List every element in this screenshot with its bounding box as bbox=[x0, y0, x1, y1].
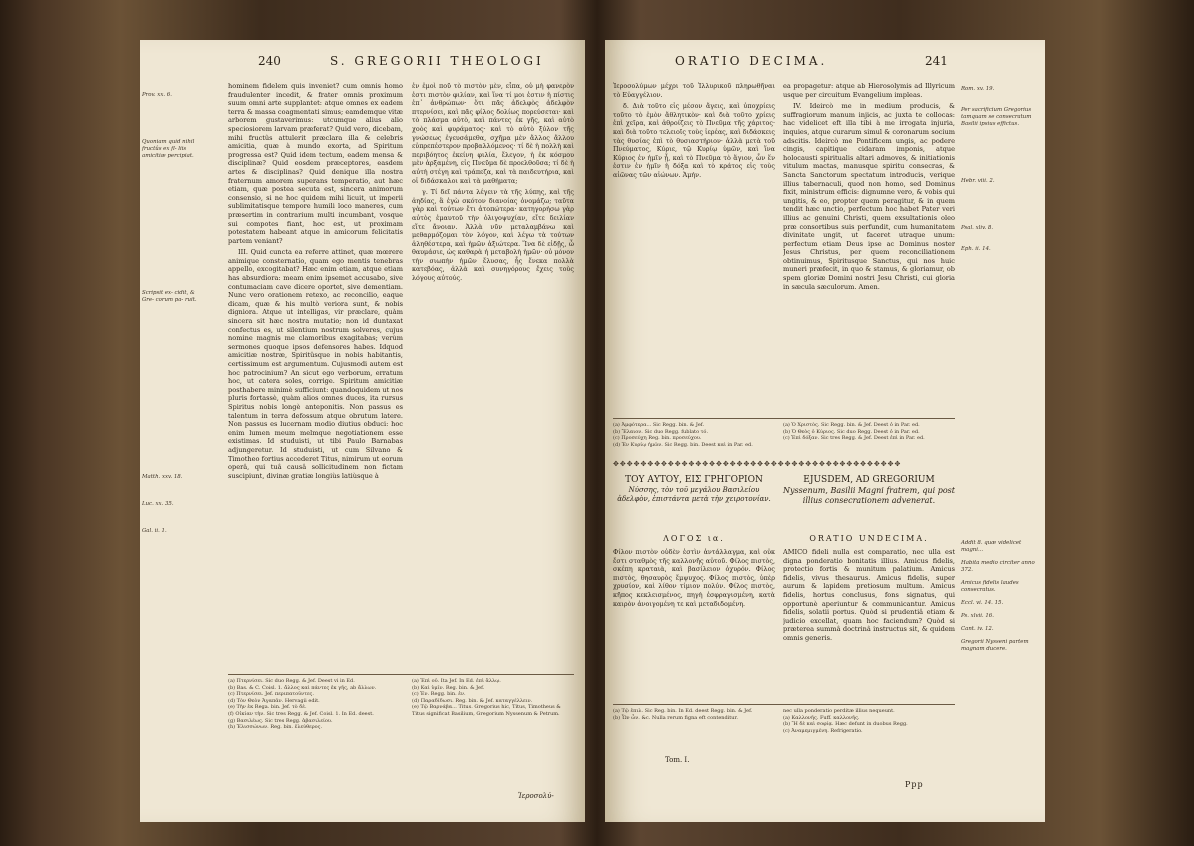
paragraph: IV. Ideircò me in medium producis, & suffragiorum manum injicis, ac juxta te collocas: hac videlicet eft illa tibi à me irrogata injuria, inquies, atque curarum simul & coronarum socium adscitis. Ideircò me Pontificem ungis, ac podere cingis, capitique cidaram imponis, atque holocausti spiritualis altari admoves, & initiationis vitulum mactas, manusque spiritu consecras, & Sancta Sanctorum spectatum introducis, verique illius tabernaculi, quod non homo, sed Dominus fixit, ministrum efficis: dignumne vero, & vobis qui ungitis, & eo, propter quem peragitur, & in quem tendit hæc unctio, perfectum hoc habet Pater veri illius ac genuini Christi, quem exsultationis oleo præ consortibus suis perfundit, cum humanitatem divinitate ungit, ut faceret utraque unum: perfectum etiam Deus ipse ac Dominus noster Jesus Christus, per quem reconciliationem obtinuimus, Spiritusque Sanctus, qui nos huic muneri præfecit, in quo & stamus, & gloriamur, ob spem gloriæ Domini nostri Jesu Christi, cui gloria in sæcula sæculorum. Amen. bbox=[783, 102, 955, 291]
margin-notes-right-bottom: Addit 8. quæ videlicet magni... Habita medio circiter anno 372. Amicus fidelis laudes consecratus. Eccl. vi. 14. 15. Ps. xlvii. 16. Cant. iv. 12. Gregorii Nysseni partem magnam ducere. bbox=[961, 540, 1035, 652]
paragraph: δ. Διὰ τοῦτο εἰς μέσον ἄγεις, καὶ ὑποχρίεις τοῦτο τὸ ἐμὸν ἄθλητικὸν· καὶ διὰ τοῦτο χρίεις ἐπὶ χεῖρα, καὶ ἀθροίζεις τὸ Πνεῦμα τῆς χάριτος· καὶ διὰ τοῦτο τελειοῖς τοὺς ἱερέας, καὶ διδάσκεις τὰς θυσίας ἐπὶ τὸ θυσιαστήριον· ἀλλὰ μετὰ τοῦ Πνεύματος, Κύριε, τῷ Κυρίῳ ὑμῶν, καὶ ἵνα Κύριος ἐν ἡμῖν ᾖ, καὶ τὸ Πνεῦμα τὸ ἅγιον, ὧν ἕν ἐστιν ἐν ἡμῖν ἡ δόξα καὶ τὸ κράτος εἰς τοὺς αἰῶνας τῶν αἰώνων. Ἀμήν. bbox=[613, 102, 775, 179]
latin-column bbox=[228, 82, 403, 670]
ornament-band: ✥✥✥✥✥✥✥✥✥✥✥✥✥✥✥✥✥✥✥✥✥✥✥✥✥✥✥✥✥✥✥✥✥✥✥✥✥✥✥✥✥✥ bbox=[613, 460, 902, 468]
paragraph: Φίλον πιστὸν οὐδὲν ἐστὶν ἀντάλλαγμα, καὶ οὐκ ἔστι σταθμὸς τῆς καλλονῆς αὐτοῦ. Φίλος πιστὸς, σκέπη κραταιὰ, καὶ βασίλειον ὀχυρόν. Φίλος πιστὸς, θησαυρὸς ἔμψυχος. Φίλος πιστὸς, ὑπὲρ χρυσίον, καὶ λίθον τίμιον πολύν. Φίλος πιστὸς, κῆπος κεκλεισμένος, πηγὴ ἐσφραγισμένη, κατὰ καιρὸν ἀνοιγομένη τε καὶ μεταδιδομένη. bbox=[613, 548, 775, 608]
oratio-heading: ORATIO UNDECIMA. bbox=[809, 534, 929, 543]
page-number: 241 bbox=[925, 54, 948, 68]
footnotes-greek-bottom: (a) Τῷ ἐπιλ. Sic Reg. bin. In Ed. deest Regg. bin. & Jef. (b) Ὧν ὦν. &c. Nulla rerum figna eft contenditur. bbox=[613, 708, 753, 721]
oration-title-greek: ΤΟΥ ΑΥΤΟΥ, ΕΙΣ ΓΡΗΓΟΡΙΟΝ Νύσσης, τὸν τοῦ μεγάλου Βασιλείου ἀδελφὸν, ἐπιστάντα μετὰ τὴν χειροτονίαν. bbox=[617, 475, 771, 503]
paragraph: hominem fidelem quis inveniet? cum omnis homo fraudulenter incedit, & frater omnis proximum suum omni arte supplantet: atque omnes ex eadem terra & massa coagmentati simus; eamdemque vitæ arborem gustaverimus: utcumque alius alio speciosiorem larvam præferat? Quid vero, dicebam, mihi fructûs attulerit præclara illa & celebris amicitia, quæ à mundo exorta, ad Spiritum progressa est? Quid idem tectum, eadem mensa & disciplinæ? Quid eosdem præceptores, easdem artes & disciplinas? Quid denique illa nostra fraternum amorem superans temperatio, aut hæc etiam, quæ postea secuta est, sincera animorum consensio, si ne hoc quidem mihi licuit, ut imperii sublimitatisque tempore humili loco maneres, cum præsertim in contrarium multi incumbant, vosque sui compotes fiant, hoc est, ut proximam potestatem habeant atque in amicorum felicitatis partem veniant? bbox=[228, 82, 403, 245]
footnote-rule bbox=[613, 704, 955, 705]
logos-heading: ΛΟΓΟΣ ια. bbox=[663, 534, 725, 543]
catchword: Ἱεροσολύ- bbox=[518, 792, 554, 800]
footnote-rule bbox=[613, 418, 955, 419]
paragraph: γ. Τί δεῖ πάντα λέγειν τὰ τῆς λύπης, καὶ τῆς ἀηδίας, ἃ ἐγὼ σκότον διανοίας ὀνομάζω; ταῦτα γὰρ καὶ τούτων ἔτι ἀτοπώτερα· κατηγορήσω γὰρ αὐτὸς ἐμαυτοῦ τὴν ὀλιγοψυχίαν, εἴτε δειλίαν εἴτε ἄνοιαν. Ἀλλὰ νῦν μεταλαμβάνω καὶ μεθαρμόζομαι τὸν λόγον, καὶ λέγω τὰ τούτων ἀληθέστερα, καὶ ἡμῶν ἀξιώτερα. Ἵνα δὲ εἰδῇς, ὦ θαυμάσιε, ὡς καθαρὰ ἡ μεταβολὴ ἡμῶν· οὐ μόνον τὴν σιωπὴν ἡμῶν ἔλυσας, ἧς ἕνεκα πολλὰ κατεβόας, ἀλλὰ καὶ συνηγόρους ἔχεις τοὺς λόγους αὐτούς. bbox=[412, 188, 574, 283]
margin-notes-right: Rom. xv. 19. Per sacrificium Gregorius tamquam se consecratum Basilii ipsius effictus. Hebr. viii. 2. Psal. xliv. 8. Eph. ii. 14. bbox=[961, 86, 1032, 252]
footnotes-latin-top: (a) Ὁ Χριστὸς. Sic Regg. bin. & Jef. Deest ὁ in Par. ed. (b) Ὁ Θεὸς ὁ Κύριος. Sic duo Regg. Deest ὁ in Par. ed. (c) Ἐπὶ δόξαν. Sic tres Regg. & Jef. Deest ἐπὶ in Par. ed. bbox=[783, 422, 925, 442]
left-page bbox=[140, 40, 585, 822]
paragraph: AMICO fideli nulla est comparatio, nec ulla est digna ponderatio bonitatis illius. Amicus fidelis, protectio fortis & munitum palatium. Amicus fidelis, vivus thesaurus. Amicus fidelis, super aurum & lapidem pretiosum multum. Amicus fidelis, hortus conclusus, fons signatus, qui opportunè aperiuntur & communicantur. Amicus fidelis, solatii portus. Quòd si prudentiâ etiam & judicio excellat, quam hoc faciendum? Quòd si præterea summâ doctrinâ instructus sit, & quidem omnis generis. bbox=[783, 548, 955, 642]
signature-mark: Ppp bbox=[905, 780, 924, 789]
footnotes-greek: (a) Ἐπὶ οὐ. Ita Jef. In Ed. ἐπὶ ἄλλῳ. (b) Καὶ ὑμῖν. Reg. bin. & Jef. (c) Ἐν. Regg. bin. ἐν. (d) Παραδίδωσι. Reg. bin. & Jef. καταγγέλλειν. (e) Τῷ Βαρνάβα... Titus. Gregorius hic, Titus, Timotheus & Titus significat Basilium, Gregorium Nyssenum & Petrum. bbox=[412, 678, 561, 717]
latin-column-top bbox=[783, 82, 955, 412]
right-page bbox=[605, 40, 1045, 822]
running-head: S. GREGORII THEOLOGI bbox=[330, 54, 544, 68]
footnote-rule bbox=[228, 674, 574, 675]
greek-column-bottom bbox=[613, 548, 775, 698]
latin-column-bottom bbox=[783, 548, 955, 698]
paragraph: ea propagetur: atque ab Hierosolymis ad Illyricum usque per circuitum Evangelium impleas. bbox=[783, 82, 955, 99]
paragraph: III. Quid cuncta ea referre attinet, quæ mœrere animique consternatio, quam ego mentis tenebras appello, excogitabat? Hæc enim etiam, atque etiam has absurdiora: meam enim ipsemet accusabo, sive contumaciam cave dicere oportet, sive dementiam. Nunc vero orationem retexo, ac reconcilio, eaque dicam, quæ & his multò veriora sunt, & nobis digniora. Atque ut intelligas, vir præclare, quàm sincera sit hæc nostra mutatio; non id duntaxat confectus es, ut silentium nostrum solveres, cujus nomine magnis me clamoribus exagitabas; verùm sermones quoque ipsos defensores habes. Idquod amicitiæ nostræ, Spiritûsque in nobis habitantis, certissimum est argumentum. Cujusmodi autem est hoc patrocinium? An sicut ego verborum, erratum hoc, ut catera soles, corrige. Spiritum amicitiæ posthabere minimè sufficiunt: quandoquidem ut nos pluris fortassè, quàm alios omnes duces, ita rursus Spiritus nobis longè anteponitis. Non passus es talentum in terra defossum atque obrutum latere. Non passus es lucernam modio diutius obduci: hoc enim lumen meum melmque negotiationem esse existimas. Id studuisti, ut tibi Paulo Barnabas adjungeretur. Id studuisti, ut cum Silvano & Timotheo fortius accederet Titus, nimirum ut eorum operâ, qui tuâ causâ sollicitudinem non fictam suscipiunt, divinæ gratiæ longiùs latiùsque à bbox=[228, 248, 403, 480]
footnotes-greek-top: (a) Ἀμφότερα... Sic Regg. bin. & Jef. (b) Ἔλαιον. Sic duo Regg. fublato τό. (c) Προσεύχη Reg. bin. προσεύχου. (d) Ἐν Κυρίῳ ἡμῶν. Sic Regg. bin. Deest καὶ in Par. ed. bbox=[613, 422, 753, 448]
paragraph: ἐν ἐμοὶ ποῦ τὸ πιστὸν μὲν, εἶπα, οὐ μὴ φανερὸν ἐστι πιστὸν φιλίαν, καὶ ἵνα τί μοι ἐστιν ἡ πίστις ἐπ᾿ ἀνθρώπων· ὅτι πᾶς ἀδελφὸς ἀδελφὸν πτερνίσει, καὶ πᾶς φίλος δολίως πορεύσεται· καὶ τὸ πλάσμα αὐτὸ, καὶ πάντες ἐκ γῆς, καὶ αὐτὸ χοὸς καὶ φυράματος· καὶ τὸ αὐτὸ ξύλον τῆς γνώσεως ἐγευσάμεθα, σχῆμα μὲν ἄλλος ἄλλου εὐπρεπέστερον προβαλλόμενος· τί δὲ ἡ πολλὴ καὶ περιβόητος ἐκείνη φιλία, ἔλεγον, ἡ ἐκ κόσμου μὲν ἀρξαμένη, εἰς Πνεῦμα δὲ προελθοῦσα; τί δὲ ἡ αὐτὴ στέγη καὶ τράπεζα, καὶ τὰ παιδευτήρια, καὶ οἱ διδάσκαλοι καὶ τὰ μαθήματα; bbox=[412, 82, 574, 185]
margin-notes-left: Prov. xx. 6. Quoniam quid nihil fructûs ex fl- liis amicitiæ percipiat. Scripsit ex- cidit, & Gre- corum pa- ruit. Matth. xxv. 18. Luc. xx. 35. Gal. ii. 1. bbox=[142, 92, 197, 534]
greek-column-top bbox=[613, 82, 775, 412]
paragraph: Ἱεροσολύμων μέχρι τοῦ Ἰλλυρικοῦ πληρωθῆναι τὸ Εὐαγγέλιον. bbox=[613, 82, 775, 99]
greek-column bbox=[412, 82, 574, 670]
volume-mark: Tom. I. bbox=[665, 756, 690, 764]
running-head: ORATIO DECIMA. bbox=[675, 54, 828, 68]
footnotes-latin: (a) Πτερνίσει. Sic duo Regg. & Jef. Deest vi in Ed. (b) Bas. & C. Coisl. 1. ἄλλος καὶ πάντες ἐκ γῆς, ab ἄλλων. (c) Πτερνίσει. Jef. περιπατοῦντες. (d) Τὸν Θεὸν Ἀγαπᾶν. Hervagii edit. (e) Τὴν ἐκ Rega. bin. Jef. τὸ δὲ. (f) Οἰκίαν τὴν. Sic tres Regg. & Jef. Coisl. 1. In Ed. deest. (g) Βασιλέως. Sic tres Regg. ἀβασιλείου. (h) Ἐλισσώνων. Reg. bin. ἐλεύθερος. bbox=[228, 678, 377, 731]
footnotes-latin-bottom: nec ulla ponderatio perditæ illius nequeunt. (a) Καλλονῆς. Fuff. καλλονῆς. (b) Ἢ δὲ καὶ σοφίᾳ. Hæc defunt in duobus Regg. (c) Ἀναμεμιγμένη. Refrigeratio. bbox=[783, 708, 908, 734]
page-number: 240 bbox=[258, 54, 281, 68]
oration-title-latin: EJUSDEM, AD GREGORIUM Nyssenum, Basilii Magni fratrem, qui post illius consecrationem advenerat. bbox=[783, 475, 955, 505]
